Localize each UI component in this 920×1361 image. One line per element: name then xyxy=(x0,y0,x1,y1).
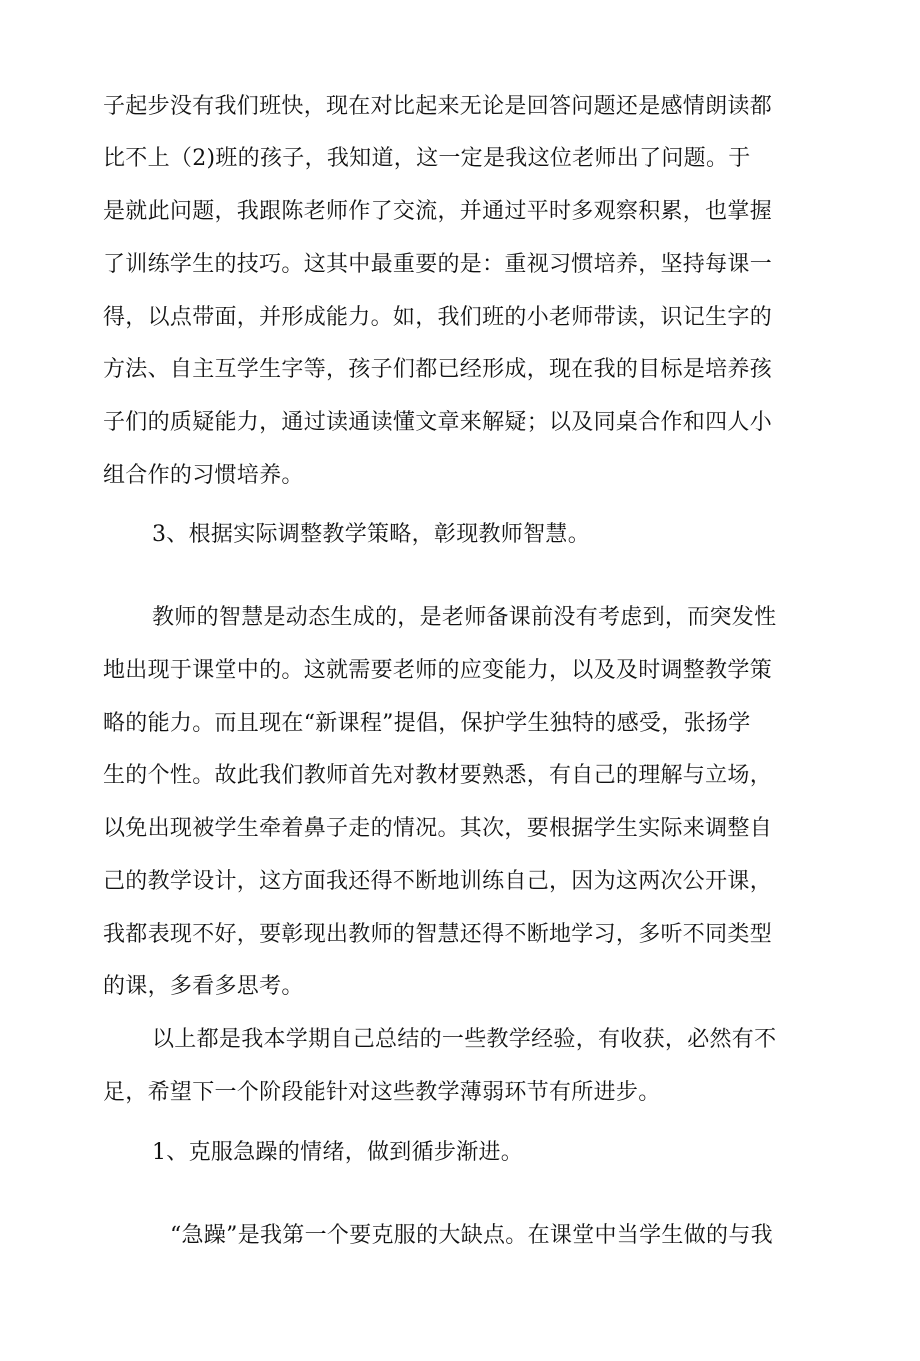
paragraph-line: 的课，多看多思考。 xyxy=(103,974,304,999)
paragraph-line: 组合作的习惯培养。 xyxy=(103,463,304,488)
paragraph-line: “急躁”是我第一个要克服的大缺点。在课堂中当学生做的与我 xyxy=(170,1223,773,1248)
section-heading: 3、根据实际调整教学策略，彰现教师智慧。 xyxy=(152,522,590,547)
paragraph-line: 以免出现被学生牵着鼻子走的情况。其次，要根据学生实际来调整自 xyxy=(103,816,773,841)
paragraph-line: 己的教学设计，这方面我还得不断地训练自己，因为这两次公开课， xyxy=(103,869,773,894)
paragraph-line: 教师的智慧是动态生成的，是老师备课前没有考虑到，而突发性 xyxy=(152,605,777,630)
paragraph-line: 方法、自主互学生字等，孩子们都已经形成，现在我的目标是培养孩 xyxy=(103,357,773,382)
paragraph-line: 略的能力。而且现在“新课程”提倡，保护学生独特的感受，张扬学 xyxy=(103,711,751,736)
paragraph-line: 比不上（2)班的孩子，我知道，这一定是我这位老师出了问题。于 xyxy=(103,146,751,171)
paragraph-line: 生的个性。故此我们教师首先对教材要熟悉，有自己的理解与立场， xyxy=(103,763,773,788)
paragraph-line: 以上都是我本学期自己总结的一些教学经验，有收获，必然有不 xyxy=(152,1027,777,1052)
paragraph-line: 足，希望下一个阶段能针对这些教学薄弱环节有所进步。 xyxy=(103,1080,661,1105)
paragraph-line: 地出现于课堂中的。这就需要老师的应变能力，以及及时调整教学策 xyxy=(103,658,773,683)
paragraph-line: 得，以点带面，并形成能力。如，我们班的小老师带读，识记生字的 xyxy=(103,305,773,330)
paragraph-line: 了训练学生的技巧。这其中最重要的是：重视习惯培养，坚持每课一 xyxy=(103,252,773,277)
paragraph-line: 子起步没有我们班快，现在对比起来无论是回答问题还是感情朗读都 xyxy=(103,94,773,119)
section-heading: 1、克服急躁的情绪，做到循步渐进。 xyxy=(152,1140,524,1165)
paragraph-line: 是就此问题，我跟陈老师作了交流，并通过平时多观察积累，也掌握 xyxy=(103,199,773,224)
paragraph-line: 子们的质疑能力，通过读通读懂文章来解疑；以及同桌合作和四人小 xyxy=(103,410,773,435)
paragraph-line: 我都表现不好，要彰现出教师的智慧还得不断地学习，多听不同类型 xyxy=(103,922,773,947)
